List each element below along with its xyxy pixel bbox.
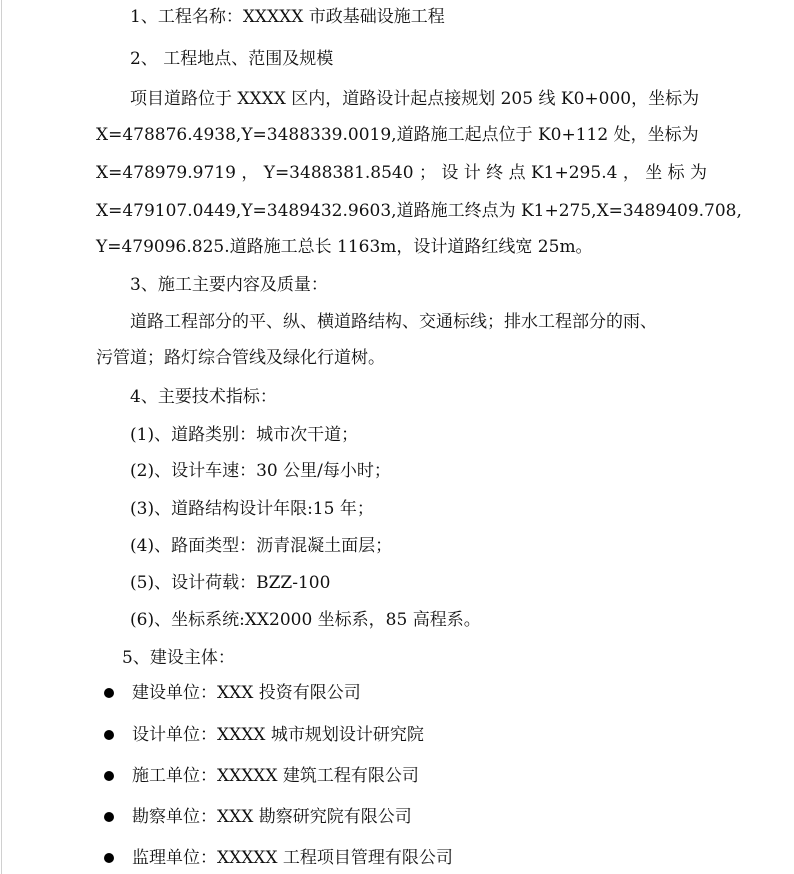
bullet-icon (104, 812, 114, 822)
list-item-text: 勘察单位：XXX 勘察研究院有限公司 (132, 807, 412, 827)
bullet-icon (104, 853, 114, 863)
section-3-title: 3、施工主要内容及质量： (130, 275, 328, 295)
section-1-title: 1、工程名称：XXXXX 市政基础设施工程 (130, 7, 445, 27)
section-2-paragraph-line: X=478876.4938,Y=3488339.0019,道路施工起点位于 K0+112 处，坐标为 (96, 125, 699, 145)
section-2-paragraph-line: 项目道路位于 XXXX 区内，道路设计起点接规划 205 线 K0+000，坐标为 (130, 89, 700, 109)
bullet-icon (104, 688, 114, 698)
bullet-icon (104, 771, 114, 781)
spec-item: (5)、设计荷载：BZZ-100 (130, 573, 331, 593)
list-item-text: 监理单位：XXXXX 工程项目管理有限公司 (132, 848, 453, 868)
section-2-title: 2、 工程地点、范围及规模 (130, 49, 334, 69)
bullet-icon (104, 730, 114, 740)
section-3-paragraph-line: 污管道；路灯综合管线及绿化行道树。 (96, 348, 385, 368)
section-2-paragraph-line: X=478979.9719 ， Y=3488381.8540 ； 设 计 终 点 K1+295.4 ， 坐 标 为 (96, 163, 708, 183)
section-2-paragraph-line: Y=479096.825.道路施工总长 1163m，设计道路红线宽 25m。 (96, 237, 593, 257)
page-left-border (1, 0, 2, 874)
section-5-title: 5、建设主体： (122, 648, 235, 668)
spec-item: (3)、道路结构设计年限:15 年； (130, 499, 374, 519)
list-item-text: 施工单位：XXXXX 建筑工程有限公司 (132, 766, 419, 786)
section-2-paragraph-line: X=479107.0449,Y=3489432.9603,道路施工终点为 K1+275,X=3489409.708, (96, 201, 742, 221)
spec-item: (2)、设计车速：30 公里/每小时； (130, 461, 391, 481)
section-3-paragraph-line: 道路工程部分的平、纵、横道路结构、交通标线；排水工程部分的雨、 (130, 312, 657, 332)
list-item-text: 设计单位：XXXX 城市规划设计研究院 (132, 725, 424, 745)
section-4-title: 4、主要技术指标： (130, 387, 277, 407)
list-item-text: 建设单位：XXX 投资有限公司 (132, 683, 361, 703)
spec-item: (4)、路面类型：沥青混凝土面层； (130, 536, 393, 556)
spec-item: (1)、道路类别：城市次干道； (130, 425, 359, 445)
spec-item: (6)、坐标系统:XX2000 坐标系，85 高程系。 (130, 610, 481, 630)
